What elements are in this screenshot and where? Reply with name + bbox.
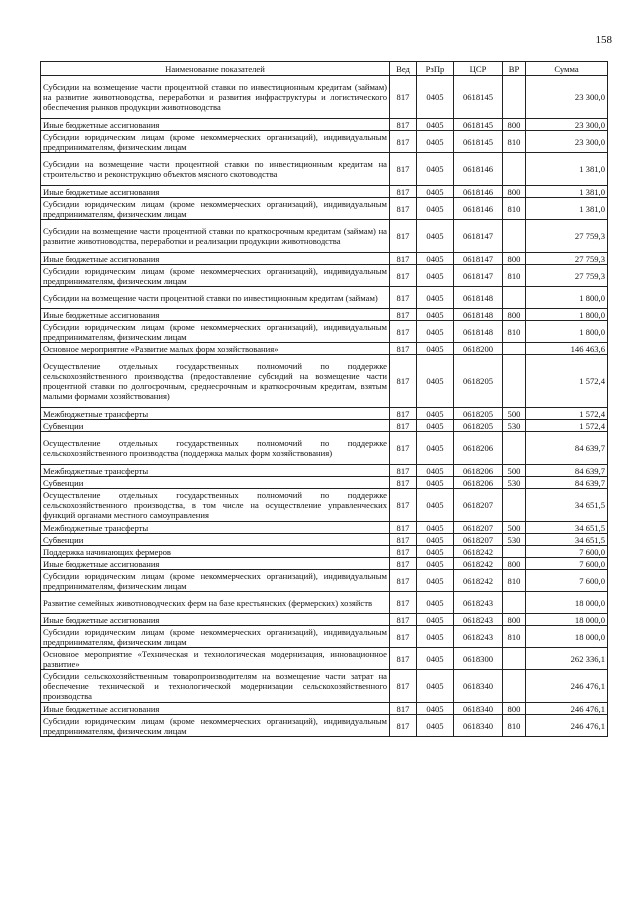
row-sum: 23 300,0 [526,119,608,131]
row-name: Субсидии юридическим лицам (кроме некоммерческих организаций), индивидуальным предпринимателям, физическим лицам [41,570,390,592]
row-rzpr: 0405 [417,420,454,432]
row-ved: 817 [390,432,417,465]
row-csr: 0618145 [454,119,503,131]
row-csr: 0618148 [454,321,503,343]
row-name: Субсидии на возмещение части процентной ставки по инвестиционным кредитам (займам) на развитие животноводства, переработки и развития инфраструктуры и логистического обеспечения рынков продукции животноводства [41,76,390,119]
row-sum: 262 336,1 [526,648,608,670]
row-vr: 810 [503,198,526,220]
header-rzpr: РзПр [417,62,454,76]
row-csr: 0618146 [454,198,503,220]
row-rzpr: 0405 [417,432,454,465]
row-csr: 0618242 [454,570,503,592]
table-row [41,558,608,570]
row-ved: 817 [390,343,417,355]
row-vr: 800 [503,186,526,198]
row-sum: 27 759,3 [526,253,608,265]
row-vr: 810 [503,570,526,592]
row-ved: 817 [390,131,417,153]
row-sum: 84 639,7 [526,465,608,477]
row-vr: 810 [503,321,526,343]
row-vr: 500 [503,522,526,534]
row-sum: 18 000,0 [526,592,608,614]
row-rzpr: 0405 [417,477,454,489]
row-sum: 246 476,1 [526,703,608,715]
row-sum: 7 600,0 [526,546,608,558]
row-csr: 0618340 [454,715,503,737]
row-name: Субвенции [41,534,390,546]
table-row [41,76,608,119]
row-csr: 0618147 [454,265,503,287]
table-row [41,715,608,737]
row-csr: 0618200 [454,343,503,355]
row-vr [503,153,526,186]
row-rzpr: 0405 [417,220,454,253]
row-ved: 817 [390,198,417,220]
row-vr [503,76,526,119]
row-name: Субсидии юридическим лицам (кроме некоммерческих организаций), индивидуальным предпринимателям, физическим лицам [41,198,390,220]
table-row [41,670,608,703]
table-row [41,614,608,626]
row-sum: 246 476,1 [526,715,608,737]
row-name: Субсидии юридическим лицам (кроме некоммерческих организаций), индивидуальным предпринимателям, физическим лицам [41,626,390,648]
table-row [41,287,608,309]
row-ved: 817 [390,648,417,670]
row-csr: 0618206 [454,465,503,477]
row-name: Субсидии юридическим лицам (кроме некоммерческих организаций), индивидуальным предпринимателям, физическим лицам [41,715,390,737]
table-row [41,408,608,420]
row-ved: 817 [390,420,417,432]
row-csr: 0618148 [454,287,503,309]
table-row [41,253,608,265]
row-sum: 34 651,5 [526,534,608,546]
table-row [41,420,608,432]
table-row [41,626,608,648]
row-sum: 1 800,0 [526,321,608,343]
row-name: Иные бюджетные ассигнования [41,309,390,321]
row-csr: 0618300 [454,648,503,670]
row-ved: 817 [390,287,417,309]
row-csr: 0618242 [454,558,503,570]
row-csr: 0618340 [454,703,503,715]
row-rzpr: 0405 [417,592,454,614]
row-rzpr: 0405 [417,670,454,703]
row-vr: 810 [503,715,526,737]
row-rzpr: 0405 [417,265,454,287]
row-sum: 246 476,1 [526,670,608,703]
table-row [41,703,608,715]
table-row [41,570,608,592]
row-sum: 23 300,0 [526,76,608,119]
table-row [41,648,608,670]
row-csr: 0618205 [454,420,503,432]
row-rzpr: 0405 [417,408,454,420]
table-row [41,198,608,220]
row-name: Осуществление отдельных государственных полномочий по поддержке сельскохозяйственного производства (предоставление субсидий на возмещение части процентной ставки по долгосрочным, среднесрочным и краткосрочным кредитам, взятым малыми формами хозяйствования) [41,355,390,408]
row-ved: 817 [390,592,417,614]
row-ved: 817 [390,309,417,321]
row-name: Субсидии юридическим лицам (кроме некоммерческих организаций), индивидуальным предпринимателям, физическим лицам [41,321,390,343]
row-vr [503,489,526,522]
row-csr: 0618207 [454,534,503,546]
table-row [41,153,608,186]
row-rzpr: 0405 [417,648,454,670]
row-name: Иные бюджетные ассигнования [41,703,390,715]
row-rzpr: 0405 [417,153,454,186]
row-ved: 817 [390,558,417,570]
row-ved: 817 [390,265,417,287]
row-csr: 0618146 [454,153,503,186]
row-rzpr: 0405 [417,715,454,737]
row-ved: 817 [390,670,417,703]
row-csr: 0618207 [454,489,503,522]
table-row [41,534,608,546]
table-row [41,465,608,477]
row-name: Субвенции [41,477,390,489]
row-name: Субвенции [41,420,390,432]
row-ved: 817 [390,570,417,592]
row-name: Основное мероприятие «Развитие малых форм хозяйствования» [41,343,390,355]
row-rzpr: 0405 [417,489,454,522]
row-rzpr: 0405 [417,614,454,626]
row-name: Основное мероприятие «Техническая и технологическая модернизация, инновационное развитие» [41,648,390,670]
row-rzpr: 0405 [417,343,454,355]
row-vr [503,432,526,465]
row-csr: 0618243 [454,614,503,626]
row-name: Субсидии юридическим лицам (кроме некоммерческих организаций), индивидуальным предпринимателям, физическим лицам [41,265,390,287]
row-csr: 0618205 [454,408,503,420]
row-vr: 810 [503,265,526,287]
row-name: Субсидии сельскохозяйственным товаропроизводителям на возмещение части затрат на обеспечение технической и технологической модернизации сельскохозяйственного производства [41,670,390,703]
row-rzpr: 0405 [417,522,454,534]
row-vr: 810 [503,131,526,153]
table-row [41,432,608,465]
row-ved: 817 [390,477,417,489]
table-row [41,489,608,522]
row-csr: 0618146 [454,186,503,198]
row-vr: 500 [503,408,526,420]
row-ved: 817 [390,220,417,253]
row-rzpr: 0405 [417,253,454,265]
row-ved: 817 [390,614,417,626]
row-name: Субсидии на возмещение части процентной ставки по инвестиционным кредитам на строительство и реконструкцию объектов мясного скотоводства [41,153,390,186]
row-sum: 1 381,0 [526,186,608,198]
row-rzpr: 0405 [417,309,454,321]
row-sum: 34 651,5 [526,522,608,534]
row-sum: 84 639,7 [526,432,608,465]
row-vr: 530 [503,477,526,489]
row-rzpr: 0405 [417,570,454,592]
table-row [41,477,608,489]
row-ved: 817 [390,489,417,522]
row-csr: 0618206 [454,477,503,489]
row-rzpr: 0405 [417,186,454,198]
row-rzpr: 0405 [417,546,454,558]
row-vr [503,220,526,253]
row-name: Межбюджетные трансферты [41,522,390,534]
row-ved: 817 [390,534,417,546]
row-csr: 0618243 [454,626,503,648]
row-csr: 0618147 [454,253,503,265]
row-csr: 0618207 [454,522,503,534]
header-ved: Вед [390,62,417,76]
row-sum: 18 000,0 [526,614,608,626]
row-ved: 817 [390,355,417,408]
row-ved: 817 [390,408,417,420]
row-sum: 1 381,0 [526,153,608,186]
row-sum: 84 639,7 [526,477,608,489]
header-vr: ВР [503,62,526,76]
row-csr: 0618340 [454,670,503,703]
row-vr: 800 [503,253,526,265]
row-rzpr: 0405 [417,558,454,570]
budget-table [40,61,608,737]
row-name: Иные бюджетные ассигнования [41,253,390,265]
row-vr [503,355,526,408]
row-rzpr: 0405 [417,703,454,715]
row-rzpr: 0405 [417,321,454,343]
row-name: Осуществление отдельных государственных полномочий по поддержке сельскохозяйственного производства, в том числе на осуществление управленческих функций органами местного самоуправления [41,489,390,522]
header-sum: Сумма [526,62,608,76]
row-sum: 1 800,0 [526,287,608,309]
row-name: Субсидии на возмещение части процентной ставки по краткосрочным кредитам (займам) на развитие животноводства, переработки и реализации продукции животноводства [41,220,390,253]
row-vr: 800 [503,703,526,715]
table-header-row [41,62,608,76]
row-vr: 810 [503,626,526,648]
row-ved: 817 [390,253,417,265]
row-rzpr: 0405 [417,119,454,131]
table-row [41,321,608,343]
row-csr: 0618148 [454,309,503,321]
table-row [41,522,608,534]
table-row [41,265,608,287]
row-rzpr: 0405 [417,355,454,408]
row-rzpr: 0405 [417,287,454,309]
row-name: Иные бюджетные ассигнования [41,186,390,198]
row-csr: 0618242 [454,546,503,558]
table-row [41,186,608,198]
row-sum: 1 572,4 [526,355,608,408]
row-vr: 800 [503,614,526,626]
row-name: Иные бюджетные ассигнования [41,614,390,626]
row-csr: 0618145 [454,76,503,119]
row-ved: 817 [390,321,417,343]
row-name: Развитие семейных животноводческих ферм на базе крестьянских (фермерских) хозяйств [41,592,390,614]
row-rzpr: 0405 [417,465,454,477]
row-vr: 800 [503,309,526,321]
row-csr: 0618145 [454,131,503,153]
row-sum: 18 000,0 [526,626,608,648]
row-ved: 817 [390,626,417,648]
row-sum: 27 759,3 [526,220,608,253]
row-sum: 1 572,4 [526,420,608,432]
row-name: Субсидии юридическим лицам (кроме некоммерческих организаций), индивидуальным предпринимателям, физическим лицам [41,131,390,153]
row-sum: 7 600,0 [526,558,608,570]
row-ved: 817 [390,522,417,534]
row-ved: 817 [390,119,417,131]
row-ved: 817 [390,546,417,558]
row-csr: 0618206 [454,432,503,465]
row-csr: 0618205 [454,355,503,408]
row-sum: 1 572,4 [526,408,608,420]
row-sum: 27 759,3 [526,265,608,287]
row-vr: 530 [503,534,526,546]
table-row [41,309,608,321]
row-vr [503,287,526,309]
row-ved: 817 [390,715,417,737]
row-ved: 817 [390,465,417,477]
row-sum: 146 463,6 [526,343,608,355]
table-row [41,343,608,355]
row-vr: 800 [503,558,526,570]
row-sum: 1 800,0 [526,309,608,321]
table-row [41,355,608,408]
page-number: 158 [595,34,612,46]
row-name: Поддержка начинающих фермеров [41,546,390,558]
row-ved: 817 [390,703,417,715]
row-csr: 0618147 [454,220,503,253]
header-csr: ЦСР [454,62,503,76]
row-vr [503,546,526,558]
row-csr: 0618243 [454,592,503,614]
row-ved: 817 [390,186,417,198]
row-vr [503,343,526,355]
row-name: Осуществление отдельных государственных полномочий по поддержке сельскохозяйственного производства (поддержка малых форм хозяйствования) [41,432,390,465]
row-rzpr: 0405 [417,534,454,546]
row-name: Межбюджетные трансферты [41,465,390,477]
row-vr: 500 [503,465,526,477]
row-vr [503,648,526,670]
row-ved: 817 [390,153,417,186]
row-vr: 530 [503,420,526,432]
row-rzpr: 0405 [417,626,454,648]
row-vr [503,670,526,703]
row-rzpr: 0405 [417,131,454,153]
row-sum: 34 651,5 [526,489,608,522]
row-sum: 1 381,0 [526,198,608,220]
row-sum: 23 300,0 [526,131,608,153]
row-name: Субсидии на возмещение части процентной ставки по инвестиционным кредитам (займам) [41,287,390,309]
table-row [41,546,608,558]
row-name: Межбюджетные трансферты [41,408,390,420]
table-row [41,220,608,253]
row-sum: 7 600,0 [526,570,608,592]
table-row [41,131,608,153]
table-row [41,119,608,131]
row-vr: 800 [503,119,526,131]
header-name: Наименование показателей [41,62,390,76]
row-vr [503,592,526,614]
row-name: Иные бюджетные ассигнования [41,119,390,131]
table-row [41,592,608,614]
row-ved: 817 [390,76,417,119]
row-rzpr: 0405 [417,76,454,119]
row-name: Иные бюджетные ассигнования [41,558,390,570]
row-rzpr: 0405 [417,198,454,220]
